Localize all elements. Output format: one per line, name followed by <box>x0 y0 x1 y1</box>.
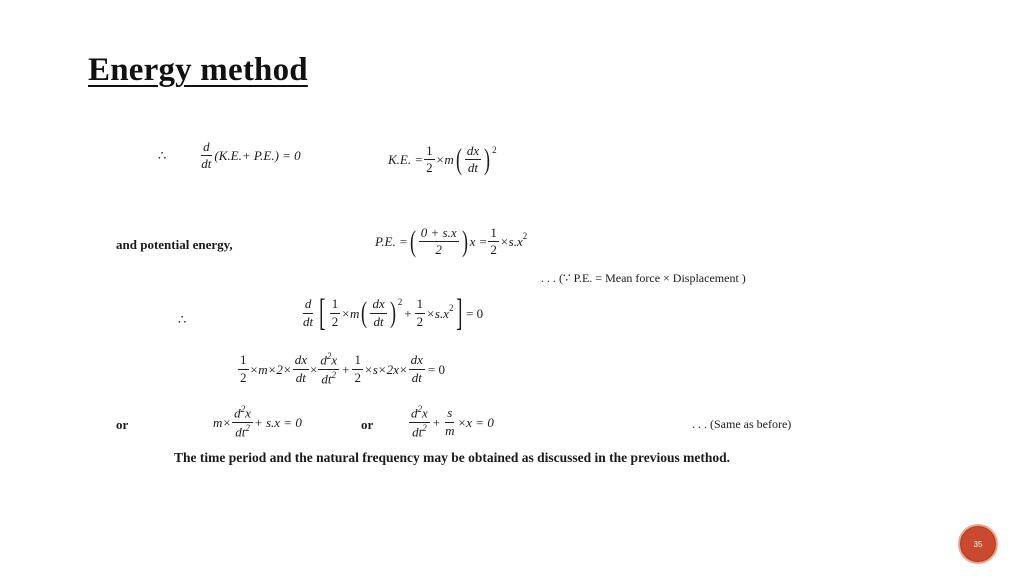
fraction-d-dt <box>301 297 315 329</box>
fraction-denominator: 2 <box>240 369 247 385</box>
fraction-denominator: 2 <box>416 313 424 329</box>
right-bracket: ] <box>456 292 463 334</box>
slide-title: Energy method <box>88 52 308 88</box>
fraction-numerator: 1 <box>415 297 426 313</box>
right-paren: ) <box>389 296 396 329</box>
fraction-numerator: dx <box>293 353 309 369</box>
times-sx: ×s.x <box>426 305 449 321</box>
times-m: ×m <box>435 152 454 168</box>
fraction-numerator: 0 + s.x <box>419 226 459 242</box>
fraction-s-m <box>443 406 456 438</box>
or-label: or <box>116 417 129 432</box>
pe-mid: x = <box>469 234 488 250</box>
equation-energy-derivative <box>158 140 301 172</box>
same-note: . . . (Same as before) <box>692 417 792 431</box>
fraction-half <box>238 353 249 385</box>
equation-kinetic-energy <box>388 144 497 176</box>
fraction-numerator: dx <box>370 297 386 313</box>
fraction-denominator: 2 <box>426 160 433 176</box>
fraction-half <box>415 297 426 329</box>
fraction-denominator: m <box>445 422 455 438</box>
fraction-denominator: dt <box>411 369 422 385</box>
fraction-mean-force <box>419 226 459 258</box>
equation-body: (K.E.+ P.E.) = 0 <box>214 148 301 164</box>
fraction-denominator: dt <box>467 160 479 176</box>
fraction-half <box>330 297 341 329</box>
fraction-numerator: 1 <box>488 226 499 242</box>
fraction-denominator: $dt^2$ <box>321 369 337 386</box>
equation-motion-1 <box>213 405 302 439</box>
times-m: ×m <box>341 305 360 321</box>
slide-number-badge: 35 <box>958 524 998 564</box>
fraction-d2x-dt2 <box>409 405 430 439</box>
fraction-dx-dt <box>465 144 481 176</box>
equation-motion-2: $\frac{d^2x}{dt^2}$ + $\frac{s}{m}$ ×x = 0 <box>411 404 494 439</box>
fraction-half <box>424 144 435 176</box>
fraction-d-dt <box>199 140 213 172</box>
times-s-2x: ×s×2x× <box>363 361 408 377</box>
fraction-d2x-dt2 <box>318 352 339 386</box>
exponent: 2 <box>397 297 403 307</box>
fraction-denominator: 2 <box>354 369 361 385</box>
exponent: 2 <box>492 145 497 155</box>
fraction-numerator: d <box>201 140 212 156</box>
fraction-denominator: 2 <box>490 242 497 258</box>
fraction-numerator: dx <box>409 353 425 369</box>
fraction-half <box>352 353 363 385</box>
equation-potential-energy <box>375 226 527 258</box>
fraction-numerator: $d^2x$ <box>409 405 430 423</box>
times-sign: × <box>310 361 318 377</box>
conclusion-paragraph: The time period and the natural frequency may be obtained as discussed in the previous method. <box>174 450 731 465</box>
fraction-denominator: 2 <box>435 242 442 258</box>
fraction-numerator: d <box>303 297 314 313</box>
right-paren: ) <box>484 142 491 176</box>
fraction-d2x-dt2 <box>232 405 253 439</box>
times-m-2: ×m×2× <box>249 361 292 377</box>
fraction-numerator: 1 <box>330 297 341 313</box>
fraction-denominator: dt <box>303 313 314 329</box>
pe-note: . . . (∵ P.E. = Mean force × Displacement ) <box>541 271 746 285</box>
fraction-dx-dt <box>409 353 425 385</box>
equation-derivative-total: $\frac{d}{dt}$ [ $\frac{1}{2}$ ×m ( $\frac{dx}{dt}$ ) $^2$ + $\frac{1}{2}$ ×s.x $^2$ ] = 0 <box>303 292 484 334</box>
exponent: 2 <box>448 303 454 313</box>
pe-label: P.E. = <box>375 234 408 250</box>
pe-intro-text: and potential energy, <box>116 237 233 252</box>
left-paren: ( <box>455 142 462 176</box>
equation-tail: ×x = 0 <box>457 414 494 430</box>
equals-zero: = 0 <box>466 305 484 321</box>
fraction-half <box>488 226 499 258</box>
fraction-numerator: $d^2x$ <box>232 405 253 423</box>
m-times: m× <box>213 414 232 430</box>
fraction-numerator: 1 <box>352 353 363 369</box>
fraction-numerator: $d^2x$ <box>318 352 339 370</box>
equation-tail: + s.x = 0 <box>253 414 302 430</box>
fraction-numerator: dx <box>465 144 481 160</box>
fraction-denominator: $dt^2$ <box>235 422 250 439</box>
left-bracket: [ <box>319 292 326 334</box>
fraction-dx-dt <box>370 297 386 329</box>
fraction-dx-dt <box>293 353 309 385</box>
fraction-numerator: 1 <box>238 353 249 369</box>
or-label-2: or <box>361 417 374 432</box>
ke-label: K.E. = <box>388 152 424 168</box>
fraction-denominator: dt <box>201 156 212 172</box>
therefore-symbol-2: ∴ <box>178 312 187 327</box>
fraction-denominator: 2 <box>331 313 339 329</box>
right-paren: ) <box>461 224 468 258</box>
fraction-denominator: dt <box>295 369 306 385</box>
times-sx: ×s.x <box>499 234 523 250</box>
therefore-symbol: ∴ <box>158 148 167 164</box>
fraction-denominator: $dt^2$ <box>412 422 427 439</box>
equals-zero: = 0 <box>427 361 445 377</box>
fraction-numerator: 1 <box>424 144 435 160</box>
left-paren: ( <box>409 224 416 258</box>
exponent: 2 <box>522 231 528 241</box>
fraction-denominator: dt <box>373 313 384 329</box>
left-paren: ( <box>361 296 368 329</box>
equation-expanded: $\frac{1}{2}$ ×m×2× $\frac{dx}{dt}$ × $\frac{d^2x}{dt^2}$ + $\frac{1}{2}$ ×s×2x× $\frac{dx}{dt}$ = 0 <box>240 351 445 386</box>
fraction-numerator: s <box>445 406 454 422</box>
